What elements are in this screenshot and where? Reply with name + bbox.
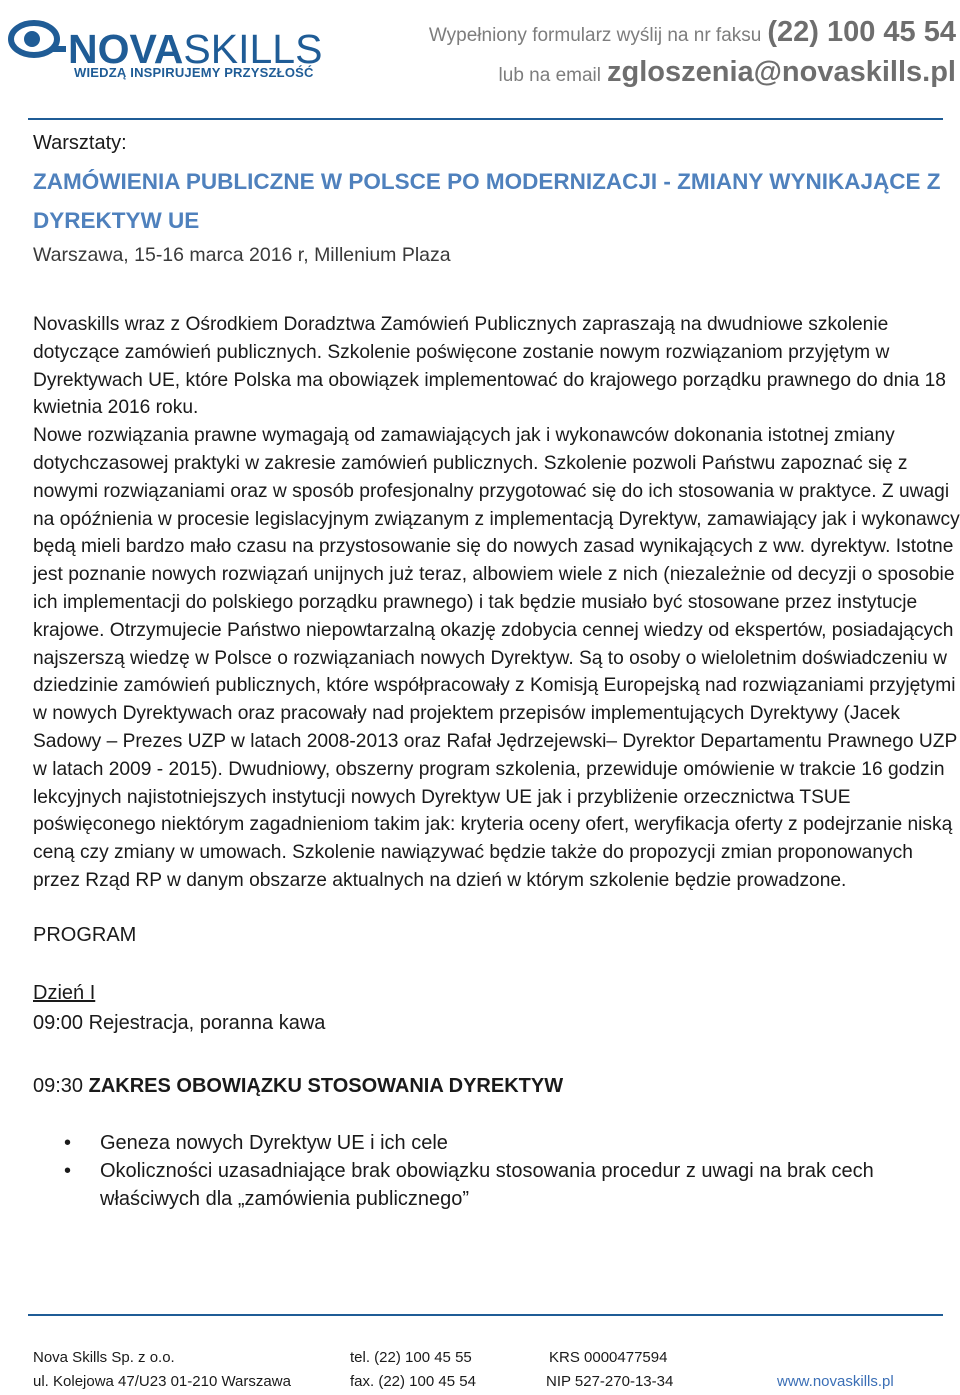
intro-text: Novaskills wraz z Ośrodkiem Doradztwa Zamówień Publicznych zapraszają na dwudniowe szkolenie dotyczące zamówień publicznych. Szkolenie poświęcone zostanie nowym rozwiązaniom przyjętym w Dyrektywach UE, które Polska ma obowiązek implementować do krajowego porządku prawnego do dnia 18 kwietnia 2016 roku. <box>33 314 946 419</box>
footer-krs: KRS 0000477594 <box>549 1349 668 1366</box>
list-item: • Geneza nowych Dyrektyw UE i ich cele <box>33 1129 960 1157</box>
footer-fax: fax. (22) 100 45 54 <box>350 1373 476 1390</box>
description-paragraph <box>33 311 960 895</box>
footer-website-link[interactable]: www.novaskills.pl <box>777 1373 894 1390</box>
header-divider <box>28 118 943 120</box>
email-line <box>499 56 956 89</box>
logo-wordmark-bold: NOVA <box>68 26 184 72</box>
event-location: Warszawa, 15-16 marca 2016 r, Millenium Plaza <box>33 244 451 266</box>
agenda-section-time: 09:30 <box>33 1075 84 1098</box>
footer-tel: tel. (22) 100 45 55 <box>350 1349 472 1366</box>
day-label: Dzień I <box>33 981 96 1004</box>
document-body <box>33 128 960 1213</box>
email-label: lub na email <box>498 65 601 86</box>
logo-tagline: WIEDZĄ INSPIRUJEMY PRZYSZŁOŚĆ <box>74 65 314 80</box>
event-kicker: Warsztaty: <box>33 132 127 154</box>
footer-nip: NIP 527-270-13-34 <box>546 1373 674 1390</box>
fax-line <box>429 16 956 49</box>
logo-wordmark-light: SKILLS <box>183 26 323 72</box>
main-text: Nowe rozwiązania prawne wymagają od zamawiających jak i wykonawców dokonania istotnej zmiany dotychczasowej praktyki w zakresie zamówień publicznych. Szkolenie pozwoli Państwu zapoznać się z nowymi rozwiązaniami oraz w sposób profesjonalny przygotować się do ich stosowania w praktyce. Z uwagi na opóźnienia w procesie legislacyjnym związanym z implementacją Dyrektyw, zamawiający jak i wykonawcy będą mieli bardzo mało czasu na przystosowanie się do nowych zasad wynikających z ww. dyrektyw. Istotne jest poznanie nowych rozwiązań unijnych już teraz, albowiem wiele z nich (niezależnie od decyzji o sposobie ich implementacji do polskiego porządku prawnego) i tak będzie musiało być stosowane przez instytucje krajowe. Otrzymujecie Państwo niepowtarzalną okazję zdobycia cennej wiedzy od ekspertów, posiadających najszerszą wiedzę w Polsce o rozwiązaniach nowych Dyrektyw. Są to osoby o wieloletnim doświadczeniu w dziedzinie zamówień publicznych, które współpracowały z Komisją Europejską nad rozwiązaniami przyjętymi w nowych Dyrektywach oraz pracowały nad projektem przepisów implementujących Dyrektywy (Jacek Sadowy – Prezes UZP w latach 2008-2013 oraz Rafał Jędrzejewski– Dyrektor Departamentu Prawnego UZP w latach 2009 - 2015). Dwudniowy, obszerny program szkolenia, przewiduje omówienie w trakcie 16 godzin lekcyjnych najistotniejszych instytucji nowych Dyrektyw UE jak i przybliżenie orzecznictwa TSUE poświęconego niektórym zagadnieniom takim jak: kryteria oceny ofert, weryfikacja oferty z podejrzanie niską ceną czy zmiany w umowach. Szkolenie nawiązywać będzie także do propozycji zmian proponowanych przez Rząd RP w danym obszarze aktualnych na dzień w którym szkolenie będzie prowadzone. <box>33 425 960 891</box>
email-address[interactable]: zgloszenia@novaskills.pl <box>607 56 956 88</box>
fax-label: Wypełniony formularz wyślij na nr faksu <box>428 25 762 46</box>
footer-address: ul. Kolejowa 47/U23 01-210 Warszawa <box>33 1373 291 1390</box>
list-item: • Okoliczności uzasadniające brak obowiązku stosowania procedur z uwagi na brak cech właściwych dla „zamówienia publicznego” <box>33 1157 960 1213</box>
event-title: ZAMÓWIENIA PUBLICZNE W POLSCE PO MODERNIZACJI - ZMIANY WYNIKAJĄCE Z DYREKTYW UE <box>33 169 941 233</box>
logo-eye-icon <box>8 12 68 72</box>
agenda-section-title: ZAKRES OBOWIĄZKU STOSOWANIA DYREKTYW <box>88 1075 564 1098</box>
agenda-registration: 09:00 Rejestracja, poranna kawa <box>33 1012 326 1035</box>
footer-company: Nova Skills Sp. z o.o. <box>33 1349 175 1366</box>
novaskills-logo <box>8 12 353 87</box>
fax-number: (22) 100 45 54 <box>767 16 956 48</box>
agenda-bullet-list <box>33 1129 960 1213</box>
footer-divider <box>28 1314 943 1316</box>
program-heading: PROGRAM <box>33 923 137 946</box>
agenda-section <box>33 1073 960 1101</box>
